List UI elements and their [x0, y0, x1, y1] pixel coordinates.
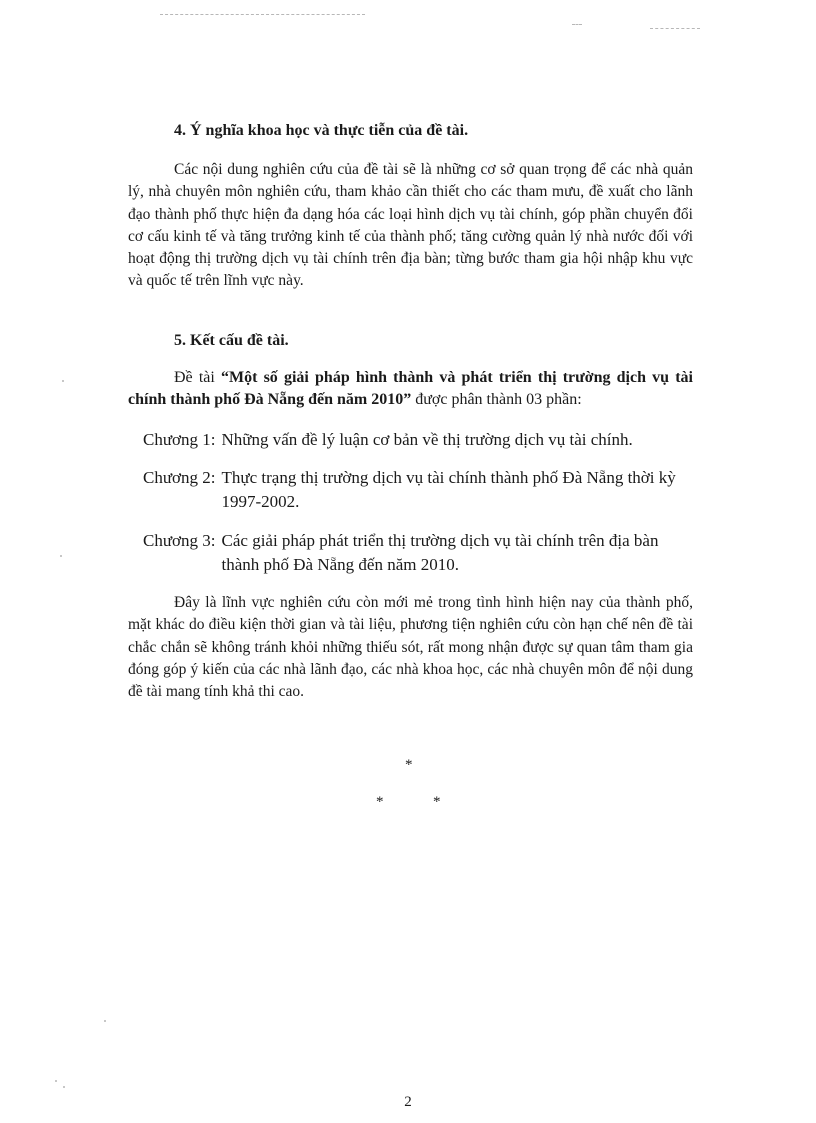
scan-speck [104, 1020, 106, 1022]
intro-suffix: được phân thành 03 phần: [411, 391, 582, 408]
chapter-text: Thực trạng thị trường dịch vụ tài chính thành phố Đà Nẵng thời kỳ 1997-2002. [221, 468, 676, 511]
chapter-3 [143, 529, 695, 577]
ornament-star-left: * [376, 794, 384, 810]
scan-speck [63, 1086, 65, 1088]
section-4-heading: 4. Ý nghĩa khoa học và thực tiễn của đề tài. [174, 122, 469, 139]
scan-artifact-line [572, 24, 582, 26]
ornament-star-top: * [405, 757, 413, 773]
scan-speck [55, 1080, 57, 1082]
chapter-text: Các giải pháp phát triển thị trường dịch vụ tài chính trên địa bàn thành phố Đà Nẵng đến năm 2010. [221, 531, 659, 574]
page-number: 2 [404, 1094, 412, 1110]
section-4-paragraph: Các nội dung nghiên cứu của đề tài sẽ là những cơ sở quan trọng để các nhà quản lý, nhà chuyên môn nghiên cứu, tham khảo cần thiết cho các tham mưu, đề xuất cho lãnh đạo thành phố thực hiện đa dạng hóa các loại hình dịch vụ tài chính, góp phần chuyển đổi cơ cấu kinh tế và tăng trưởng kinh tế của thành phố; tăng cường quản lý nhà nước đối với hoạt động thị trường dịch vụ tài chính trên địa bàn; từng bước tham gia hội nhập khu vực và quốc tế trên lĩnh vực này. [128, 161, 693, 290]
section-5-heading: 5. Kết cấu đề tài. [174, 332, 289, 349]
ornament-star-right: * [433, 794, 441, 810]
chapter-2 [143, 466, 695, 514]
scan-speck [60, 555, 62, 557]
chapter-1 [143, 428, 695, 452]
chapter-text: Những vấn đề lý luận cơ bản về thị trường dịch vụ tài chính. [221, 430, 633, 449]
chapter-label: Chương 2: [143, 468, 216, 487]
chapter-label: Chương 1: [143, 430, 216, 449]
closing-paragraph: Đây là lĩnh vực nghiên cứu còn mới mẻ trong tình hình hiện nay của thành phố, mặt khác do điều kiện thời gian và tài liệu, phương tiện nghiên cứu còn hạn chế nên đề tài chắc chắn sẽ không tránh khỏi những thiếu sót, rất mong nhận được sự quan tâm tham gia đóng góp ý kiến của các nhà lãnh đạo, các nhà khoa học, các nhà chuyên môn để nội dung đề tài mang tính khả thi cao. [128, 594, 693, 701]
scan-artifact-line [650, 28, 700, 30]
scan-artifact-line [160, 14, 365, 16]
chapter-label: Chương 3: [143, 531, 216, 550]
section-5-intro [128, 367, 693, 411]
intro-prefix: Đề tài [174, 369, 221, 386]
scan-speck [62, 380, 64, 382]
thesis-title: “Một số giải pháp hình thành và phát triển thị trường dịch vụ tài chính thành phố Đà Nẵng đến năm 2010” [128, 369, 693, 408]
